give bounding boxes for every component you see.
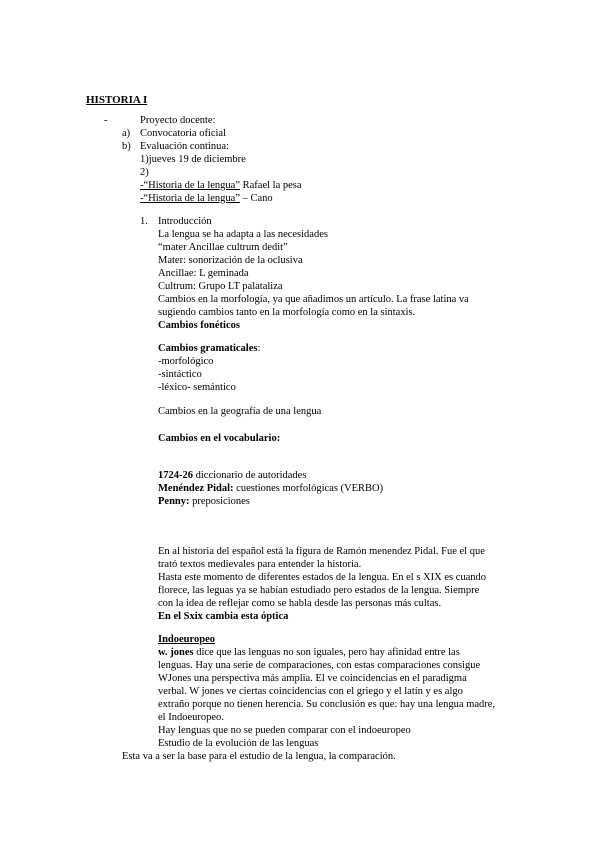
reference-line-1-rest: diccionario de autoridades — [193, 470, 307, 481]
geografia-line: Cambios en la geografía de una lengua — [158, 406, 322, 417]
jones-line-6: el Indoeuropeo. — [158, 712, 224, 723]
intro-line-3: Mater: sonorización de la oclusiva — [158, 255, 303, 266]
item-b-text: Evaluación continua: — [140, 141, 229, 152]
intro-line-2: “mater Ancillae cultrum dedit” — [158, 242, 288, 253]
reference-line-3-bold: Penny: — [158, 496, 190, 507]
historia-line-5: con la idea de reflejar como se habla desde las personas más cultas. — [158, 598, 442, 609]
vocabulario-heading: Cambios en el vocabulario: — [158, 433, 281, 444]
subitem-2: 2) — [140, 167, 149, 178]
intro-line-5: Cultrum: Grupo LT palataliza — [158, 281, 283, 292]
intro-line-7: sugiendo cambios tanto en la morfología como en la sintaxis. — [158, 307, 416, 318]
outline-dash: - — [104, 115, 108, 126]
reference-line-3 — [158, 496, 250, 509]
intro-line-1: La lengua se ha adapta a las necesidades — [158, 229, 328, 240]
reference-2 — [140, 193, 273, 206]
historia-line-2: trató textos medievales para entender la historia. — [158, 559, 362, 570]
reference-line-2 — [158, 483, 383, 496]
proyecto-docente: Proyecto docente: — [140, 115, 216, 126]
document-title: HISTORIA I — [86, 94, 148, 106]
jones-line-2: lenguas. Hay una serie de comparaciones, con estas comparaciones consigue — [158, 660, 481, 671]
historia-line-4: florece, las leguas ya se habían estudiado pero estados de la lengua. Siempre — [158, 585, 480, 596]
reference-1 — [140, 180, 302, 193]
reference-line-1 — [158, 470, 306, 483]
subitem-1: 1)jueves 19 de diciembre — [140, 154, 246, 165]
reference-1-title: -“Historia de la lengua” — [140, 180, 240, 191]
cambios-gramaticales-colon: : — [257, 343, 261, 354]
cambios-foneticos-heading: Cambios fonéticos — [158, 320, 240, 331]
closing-line: Esta va a ser la base para el estudio de la lengua, la comparación. — [122, 751, 396, 762]
jones-line-4: verbal. W jones ve ciertas coincidencias con el griego y el latín y es algo — [158, 686, 463, 697]
jones-line-5: extraño porque no tienen herencia. Su conclusión es que: hay una lengua madre, — [158, 699, 496, 710]
item-a-marker: a) — [122, 128, 131, 139]
sxix-heading: En el Sxix cambia esta óptica — [158, 611, 289, 622]
cambios-gramaticales-heading: Cambios gramaticales — [158, 343, 258, 354]
section-1-marker: 1. — [140, 216, 148, 227]
reference-1-author: Rafael la pesa — [240, 180, 302, 191]
jones-line-3: WJones una perspectiva más amplia. El ve coincidencias en el paradigma — [158, 673, 467, 684]
reference-line-3-rest: preposiciones — [189, 496, 250, 507]
section-1-heading: Introducción — [158, 216, 212, 227]
indoeuropeo-heading: Indoeuropeo — [158, 634, 215, 645]
item-a-text: Convocatoria oficial — [140, 128, 227, 139]
jones-line-1 — [158, 647, 460, 660]
reference-line-2-rest: cuestiones morfológicas (VERBO) — [233, 483, 384, 494]
gram-item-3: -léxico- semántico — [158, 382, 236, 393]
intro-line-4: Ancillae: L geminada — [158, 268, 249, 279]
gram-item-1: -morfológico — [158, 356, 214, 367]
jones-line-1-rest: dice que las lenguas no son iguales, pero hay afinidad entre las — [193, 647, 460, 658]
jones-line-7: Hay lenguas que no se pueden comparar con el indoeuropeo — [158, 725, 411, 736]
historia-line-1: En al historia del español está la figura de Ramón menendez Pidal. Fue el que — [158, 546, 485, 557]
jones-line-8: Estudio de la evolución de las lenguas — [158, 738, 319, 749]
cambios-gramaticales — [158, 343, 260, 356]
item-b-marker: b) — [122, 141, 131, 152]
reference-line-1-bold: 1724-26 — [158, 470, 193, 481]
reference-2-title: -“Historia de la lengua” — [140, 193, 240, 204]
reference-2-author: – Cano — [240, 193, 273, 204]
gram-item-2: -sintáctico — [158, 369, 202, 380]
jones-name: w. jones — [158, 647, 194, 658]
intro-line-6: Cambios en la morfología, ya que añadimos un artículo. La frase latina va — [158, 294, 469, 305]
historia-line-3: Hasta este momento de diferentes estados de la lengua. En el s XIX es cuando — [158, 572, 487, 583]
reference-line-2-bold: Menéndez Pidal: — [158, 483, 234, 494]
